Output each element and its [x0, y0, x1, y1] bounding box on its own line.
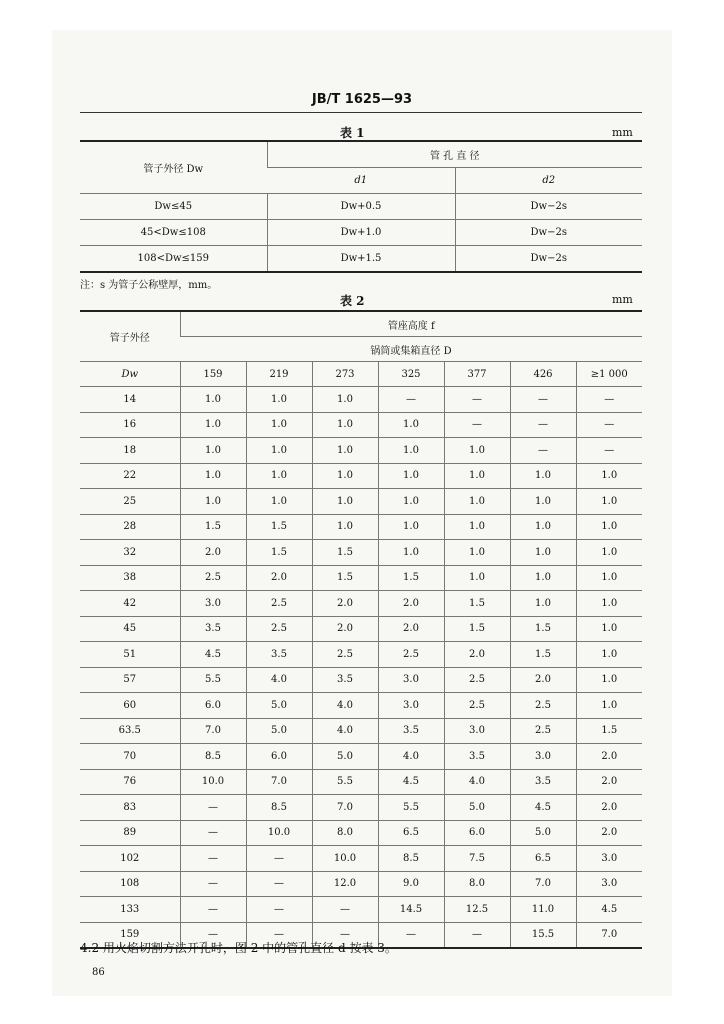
table2-cell-value: —: [180, 795, 246, 821]
table2-cell-value: 1.0: [246, 463, 312, 489]
d1-label: d1: [354, 175, 368, 186]
table2-cell-value: 14.5: [378, 897, 444, 923]
table2-cell-value: 1.0: [312, 387, 378, 413]
table2-cell-value: 2.5: [246, 616, 312, 642]
table2-cell-value: 2.0: [180, 540, 246, 566]
table2-cell-value: 4.0: [312, 693, 378, 719]
table2-cell-value: 1.0: [378, 540, 444, 566]
table2-tube-header: 管子外径: [80, 311, 180, 362]
table2-cell-value: 2.0: [378, 616, 444, 642]
table2-cell-value: 10.0: [180, 769, 246, 795]
table2-cell-value: —: [576, 387, 642, 413]
table2-cell-tube: 22: [80, 463, 180, 489]
table2-cell-value: 5.0: [510, 820, 576, 846]
table2-cell-value: 8.5: [378, 846, 444, 872]
table2-cell-value: 3.0: [576, 871, 642, 897]
table2-cell-value: 1.0: [312, 463, 378, 489]
table2-cell-value: —: [180, 820, 246, 846]
table2-cell-value: 3.0: [576, 846, 642, 872]
table2-row: [80, 438, 642, 464]
table2-cell-value: 1.0: [246, 387, 312, 413]
table2-cell-value: 12.0: [312, 871, 378, 897]
table2-cell-tube: 16: [80, 412, 180, 438]
table2-row: [80, 616, 642, 642]
table2-cell-value: 1.0: [444, 540, 510, 566]
table2-cell-value: —: [444, 412, 510, 438]
table2-cell-value: 10.0: [312, 846, 378, 872]
table2-cell-value: 1.5: [444, 616, 510, 642]
table2-cell-value: 4.0: [444, 769, 510, 795]
table2-cell-value: 1.0: [378, 438, 444, 464]
table1-cell-d1: Dw+0.5: [267, 194, 455, 220]
table2-cell-value: 1.0: [246, 438, 312, 464]
table2-cell-value: 6.5: [378, 820, 444, 846]
table2-cell-value: 2.5: [444, 693, 510, 719]
table2-cell-value: —: [510, 412, 576, 438]
table2-cell-value: 7.0: [246, 769, 312, 795]
table2-row: [80, 667, 642, 693]
table2-cell-value: 2.0: [246, 565, 312, 591]
table2-cell-tube: 108: [80, 871, 180, 897]
table2-cell-tube: 63.5: [80, 718, 180, 744]
table2-cell-value: 12.5: [444, 897, 510, 923]
table2-cell-tube: 70: [80, 744, 180, 770]
table2-cell-value: —: [444, 922, 510, 948]
table2-cell-value: 8.0: [312, 820, 378, 846]
table1-row: [80, 220, 642, 246]
table2-cell-value: 2.0: [576, 820, 642, 846]
table2-cell-value: 1.0: [576, 565, 642, 591]
table2-diameter-header: 159: [180, 362, 246, 387]
table2-cell-value: 1.0: [576, 693, 642, 719]
table2-cell-value: 1.0: [510, 591, 576, 617]
table2-cell-value: 7.0: [312, 795, 378, 821]
table2-cell-value: 1.0: [378, 514, 444, 540]
table2-cell-value: 1.0: [312, 412, 378, 438]
table2-cell-value: 1.0: [378, 463, 444, 489]
table2-cell-value: —: [180, 922, 246, 948]
table2-dw-label: [80, 362, 180, 387]
table2-cell-tube: 60: [80, 693, 180, 719]
table2-cell-value: 2.5: [444, 667, 510, 693]
table2-row: [80, 565, 642, 591]
table2-diameter-header: 426: [510, 362, 576, 387]
table2-cell-value: 3.0: [444, 718, 510, 744]
table2-cell-value: 1.5: [510, 642, 576, 668]
table2-cell-value: 2.0: [576, 795, 642, 821]
table2-cell-value: 1.0: [576, 514, 642, 540]
table2-cell-value: 1.5: [246, 540, 312, 566]
table2-cell-value: —: [444, 387, 510, 413]
table2-cell-value: —: [246, 897, 312, 923]
table2-cell-value: 4.0: [378, 744, 444, 770]
table2-cell-value: 5.5: [312, 769, 378, 795]
table1-cell-d2: Dw−2s: [455, 194, 642, 220]
table2-cell-value: 3.5: [444, 744, 510, 770]
dw-label-text: Dw: [121, 368, 139, 380]
table2-cell-value: 1.5: [312, 565, 378, 591]
table2-cell-value: —: [576, 438, 642, 464]
table2-cell-value: 4.5: [180, 642, 246, 668]
table2-row: [80, 769, 642, 795]
table1-cell-d1: Dw+1.5: [267, 246, 455, 273]
table2-cell-value: 2.5: [246, 591, 312, 617]
table2-cell-value: —: [378, 387, 444, 413]
table2-cell-value: —: [246, 846, 312, 872]
header-rule: [80, 112, 642, 113]
table2-cell-value: 1.5: [246, 514, 312, 540]
table2-cell-value: 1.0: [510, 489, 576, 515]
table2-cell-value: 3.5: [510, 769, 576, 795]
table2-cell-value: 2.5: [180, 565, 246, 591]
table2-cell-value: 1.0: [444, 489, 510, 515]
table2-cell-value: 3.0: [510, 744, 576, 770]
table2-cell-value: 2.5: [510, 718, 576, 744]
table2-cell-value: 1.0: [576, 463, 642, 489]
table2-cell-value: 9.0: [378, 871, 444, 897]
table2-cell-value: —: [246, 871, 312, 897]
table2-cell-value: 15.5: [510, 922, 576, 948]
table2-row: [80, 744, 642, 770]
table2-cell-value: 1.5: [180, 514, 246, 540]
table2: [80, 310, 642, 949]
table2-cell-value: 7.0: [180, 718, 246, 744]
table2-row: [80, 897, 642, 923]
table2-row: [80, 871, 642, 897]
table2-cell-tube: 83: [80, 795, 180, 821]
page-number: 86: [92, 967, 105, 978]
table2-cell-value: —: [246, 922, 312, 948]
table2-cell-value: 1.5: [510, 616, 576, 642]
table2-row: [80, 387, 642, 413]
table2-cell-tube: 18: [80, 438, 180, 464]
table2-cell-value: 8.5: [180, 744, 246, 770]
table2-cell-value: 1.0: [312, 514, 378, 540]
table2-cell-value: 8.5: [246, 795, 312, 821]
table2-cell-value: 2.0: [378, 591, 444, 617]
table2-cell-value: —: [378, 922, 444, 948]
table1-group-header: 管 孔 直 径: [267, 141, 642, 168]
table2-cell-value: 5.5: [180, 667, 246, 693]
table2-cell-value: 2.0: [576, 744, 642, 770]
table2-cell-value: 3.5: [378, 718, 444, 744]
table2-diameter-header: 273: [312, 362, 378, 387]
table1-row: [80, 246, 642, 273]
table2-cell-tube: 42: [80, 591, 180, 617]
table2-cell-value: 11.0: [510, 897, 576, 923]
table2-cell-value: 1.0: [444, 463, 510, 489]
table2-cell-value: —: [576, 412, 642, 438]
table2-cell-value: 1.0: [510, 514, 576, 540]
table2-cell-value: 2.5: [510, 693, 576, 719]
table2-cell-tube: 89: [80, 820, 180, 846]
table1-cell-tube: 45<Dw≤108: [80, 220, 267, 246]
table1-unit: mm: [612, 126, 633, 139]
table2-cell-tube: 102: [80, 846, 180, 872]
table2-cell-value: 1.0: [378, 412, 444, 438]
table2-cell-value: —: [180, 871, 246, 897]
table2-cell-value: 4.5: [576, 897, 642, 923]
table2-cell-value: —: [312, 922, 378, 948]
table2-diameter-header: 325: [378, 362, 444, 387]
table2-cell-value: 1.0: [576, 616, 642, 642]
table2-cell-value: 1.0: [180, 463, 246, 489]
table2-row: [80, 463, 642, 489]
table2-cell-value: 2.0: [312, 616, 378, 642]
table2-cell-tube: 57: [80, 667, 180, 693]
table2-cell-value: 1.0: [378, 489, 444, 515]
section-4-2-text: 4.2 用火焰切割方法开孔时，图 2 中的管孔直径 d 按表 3。: [80, 941, 397, 955]
table2-cell-value: 6.0: [444, 820, 510, 846]
table2-diameter-header: 377: [444, 362, 510, 387]
table2-cell-value: 2.0: [312, 591, 378, 617]
table2-cell-value: 1.0: [444, 514, 510, 540]
table1-tube-header: 管子外径 Dw: [80, 141, 267, 194]
table2-cell-value: 1.5: [378, 565, 444, 591]
table2-cell-value: —: [180, 846, 246, 872]
table2-cell-tube: 25: [80, 489, 180, 515]
table2-cell-value: 7.0: [576, 922, 642, 948]
table2-cell-value: 3.5: [246, 642, 312, 668]
table2-cell-value: 3.5: [312, 667, 378, 693]
table2-row: [80, 642, 642, 668]
table2-cell-value: 5.0: [246, 693, 312, 719]
table2-cell-value: 1.5: [576, 718, 642, 744]
table2-cell-value: 1.0: [576, 667, 642, 693]
table2-cell-value: 1.0: [180, 438, 246, 464]
table2-cell-value: —: [510, 438, 576, 464]
table2-cell-value: 5.0: [444, 795, 510, 821]
table1-caption: 表 1: [340, 126, 365, 140]
table2-cell-value: —: [312, 897, 378, 923]
table2-row: [80, 412, 642, 438]
table2-cell-value: 1.5: [312, 540, 378, 566]
table2-cell-value: 1.0: [312, 438, 378, 464]
table2-cell-tube: 51: [80, 642, 180, 668]
table2-cell-value: 1.0: [510, 540, 576, 566]
table2-cell-value: 4.5: [378, 769, 444, 795]
table2-unit: mm: [612, 293, 633, 306]
table2-cell-value: 4.5: [510, 795, 576, 821]
table2-row: [80, 718, 642, 744]
table2-cell-value: 6.5: [510, 846, 576, 872]
table2-cell-value: 8.0: [444, 871, 510, 897]
table2-row: [80, 514, 642, 540]
table2-cell-value: 1.0: [444, 438, 510, 464]
table2-cell-value: 3.5: [180, 616, 246, 642]
table2-cell-value: 2.0: [576, 769, 642, 795]
table2-cell-value: 1.0: [246, 489, 312, 515]
table2-cell-value: 1.0: [246, 412, 312, 438]
document-code: JB/T 1625—93: [311, 92, 413, 107]
table1-cell-d1: Dw+1.0: [267, 220, 455, 246]
table2-cell-tube: 38: [80, 565, 180, 591]
table2-cell-value: 2.5: [312, 642, 378, 668]
table2-cell-value: —: [180, 897, 246, 923]
table2-cell-value: 5.5: [378, 795, 444, 821]
table2-row: [80, 540, 642, 566]
table2-cell-value: 6.0: [246, 744, 312, 770]
table2-row: [80, 846, 642, 872]
table1-cell-tube: 108<Dw≤159: [80, 246, 267, 273]
table2-cell-value: 3.0: [378, 693, 444, 719]
table2-cell-value: 1.0: [576, 540, 642, 566]
table1-note: 注：s 为管子公称壁厚，mm。: [80, 280, 218, 291]
table2-cell-value: 1.0: [444, 565, 510, 591]
table2-cell-tube: 14: [80, 387, 180, 413]
table1-d1-header: [267, 168, 455, 194]
table2-row: [80, 820, 642, 846]
table2-cell-value: 4.0: [246, 667, 312, 693]
table2-cell-value: 6.0: [180, 693, 246, 719]
table2-row: [80, 591, 642, 617]
table2-row: [80, 489, 642, 515]
table2-cell-value: 5.0: [312, 744, 378, 770]
table2-cell-value: 1.0: [180, 489, 246, 515]
table2-cell-value: 1.0: [312, 489, 378, 515]
table2-diameter-header: 219: [246, 362, 312, 387]
table1: [80, 140, 642, 273]
table1-d2-header: [455, 168, 642, 194]
table2-cell-value: 7.0: [510, 871, 576, 897]
table1-cell-d2: Dw−2s: [455, 246, 642, 273]
table2-diameter-header: ≥1 000: [576, 362, 642, 387]
d2-label: d2: [542, 175, 556, 186]
table2-cell-value: —: [510, 387, 576, 413]
table2-caption: 表 2: [340, 294, 365, 308]
table2-cell-value: 4.0: [312, 718, 378, 744]
table2-cell-tube: 76: [80, 769, 180, 795]
table2-cell-value: 3.0: [180, 591, 246, 617]
table2-group-header: 管座高度 f: [180, 311, 642, 337]
table2-cell-tube: 45: [80, 616, 180, 642]
table1-cell-tube: Dw≤45: [80, 194, 267, 220]
table2-cell-value: 1.0: [510, 463, 576, 489]
table2-cell-value: 2.0: [444, 642, 510, 668]
table2-cell-tube: 133: [80, 897, 180, 923]
table2-cell-value: 5.0: [246, 718, 312, 744]
table2-cell-tube: 32: [80, 540, 180, 566]
table2-cell-value: 1.0: [510, 565, 576, 591]
table2-cell-value: 1.0: [180, 387, 246, 413]
table2-cell-value: 3.0: [378, 667, 444, 693]
table2-row: [80, 693, 642, 719]
table2-cell-tube: 28: [80, 514, 180, 540]
table2-cell-tube: 159: [80, 922, 180, 948]
table1-cell-d2: Dw−2s: [455, 220, 642, 246]
table2-cell-value: 1.0: [576, 642, 642, 668]
table2-row: [80, 795, 642, 821]
table2-cell-value: 2.0: [510, 667, 576, 693]
table2-cell-value: 10.0: [246, 820, 312, 846]
table2-sub-header: 锅筒或集箱直径 D: [180, 337, 642, 362]
table2-cell-value: 1.5: [444, 591, 510, 617]
table2-cell-value: 7.5: [444, 846, 510, 872]
table2-cell-value: 1.0: [576, 591, 642, 617]
table2-cell-value: 1.0: [180, 412, 246, 438]
table1-row: [80, 194, 642, 220]
table2-cell-value: 1.0: [576, 489, 642, 515]
table2-cell-value: 2.5: [378, 642, 444, 668]
